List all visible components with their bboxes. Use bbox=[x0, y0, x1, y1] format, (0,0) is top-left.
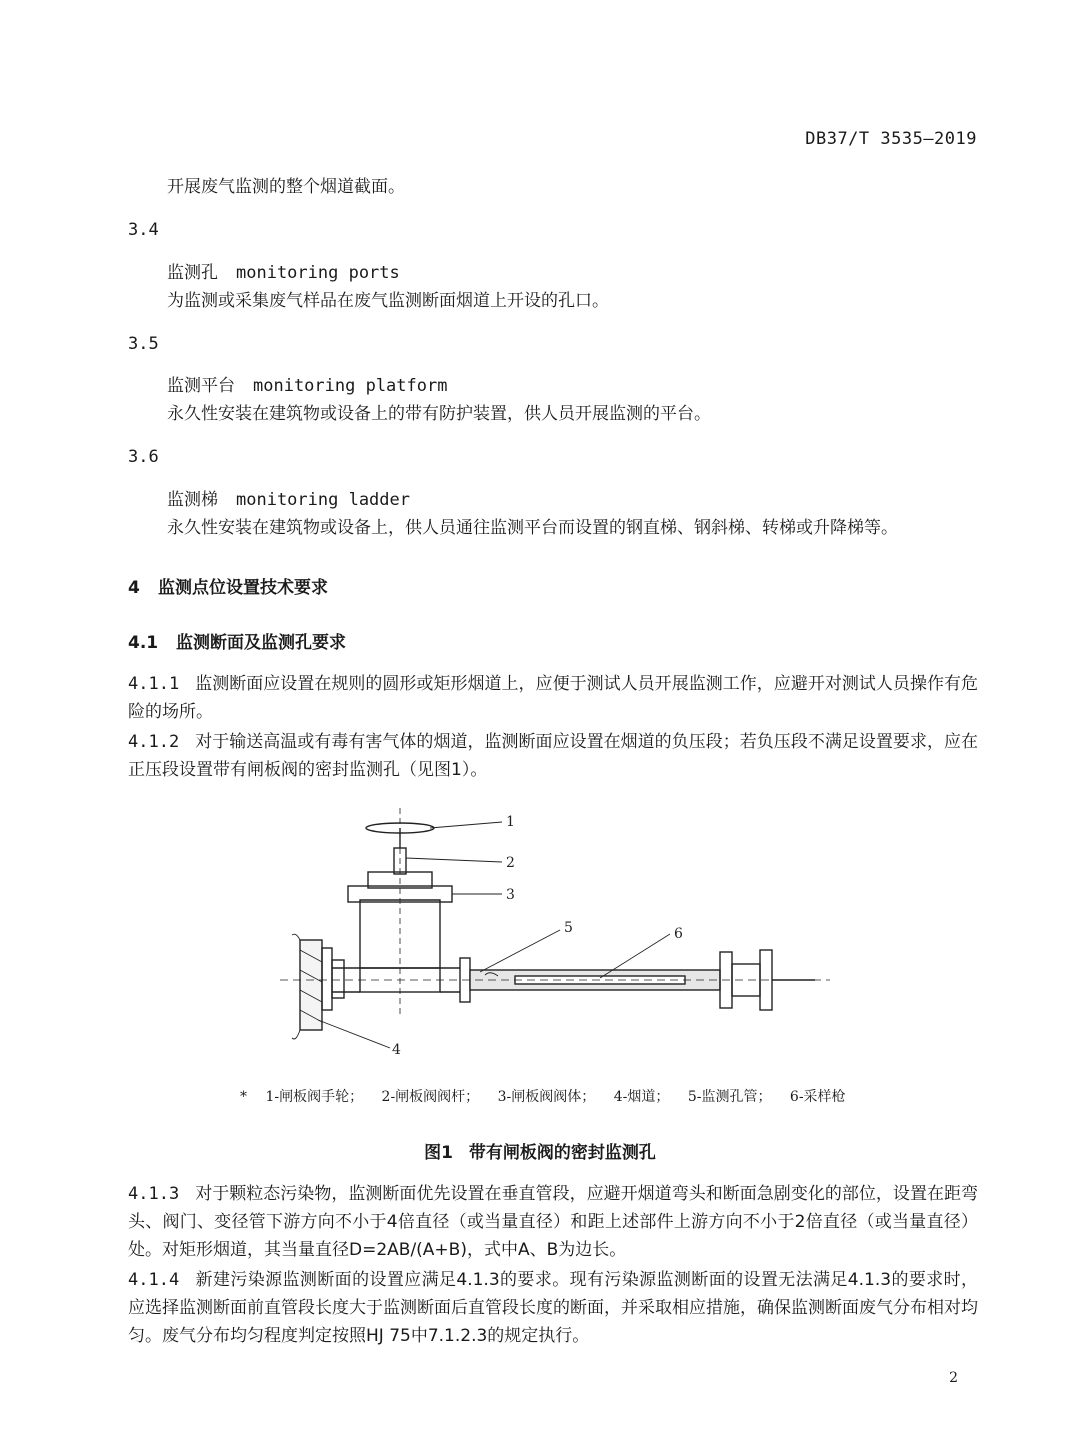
legend-item: 1-闸板阀手轮； bbox=[265, 1089, 364, 1105]
clause-4-1-1 bbox=[128, 670, 978, 726]
figure-caption bbox=[0, 1138, 1080, 1163]
clause-text: 新建污染源监测断面的设置应满足4.1.3的要求。现有污染源监测断面的设置无法满足4.1.3的要求时，应选择监测断面前直管段长度大于监测断面后直管段长度的断面，并采取相应措施，确保监测断面废气分布相对均匀。废气分布均匀程度判定按照HJ 75中7.1.2.3的规定执行。 bbox=[128, 1270, 978, 1346]
figure-title: 带有闸板阀的密封监测孔 bbox=[468, 1143, 656, 1163]
term-number: 3.6 bbox=[128, 447, 159, 467]
flue-wall bbox=[300, 940, 322, 1030]
legend-item: 4-烟道； bbox=[613, 1089, 670, 1105]
term-en: monitoring ladder bbox=[236, 490, 410, 510]
term-definition: 永久性安装在建筑物或设备上，供人员通往监测平台而设置的钢直梯、钢斜梯、转梯或升降梯等。 bbox=[167, 518, 898, 538]
section-number: 4 bbox=[128, 578, 140, 598]
callout-6: 6 bbox=[674, 926, 683, 942]
term-en: monitoring ports bbox=[236, 263, 400, 283]
legend-item: 3-闸板阀阀体； bbox=[497, 1089, 596, 1105]
term-title bbox=[167, 262, 400, 284]
legend-item: 2-闸板阀阀杆； bbox=[381, 1089, 480, 1105]
term-number: 3.4 bbox=[128, 220, 159, 240]
subsection-title: 监测断面及监测孔要求 bbox=[176, 633, 346, 653]
term-title bbox=[167, 375, 447, 397]
figure-legend bbox=[240, 1086, 860, 1106]
term-zh: 监测孔 bbox=[167, 263, 218, 283]
document-code: DB37/T 3535—2019 bbox=[805, 129, 977, 149]
clause-4-1-2 bbox=[128, 728, 978, 784]
clause-number: 4.1.1 bbox=[128, 674, 180, 694]
callout-5: 5 bbox=[564, 920, 573, 936]
section-heading bbox=[128, 573, 328, 598]
term-definition: 永久性安装在建筑物或设备上的带有防护装置，供人员开展监测的平台。 bbox=[167, 404, 711, 424]
subsection-number: 4.1 bbox=[128, 633, 159, 653]
clause-number: 4.1.3 bbox=[128, 1184, 180, 1204]
clause-number: 4.1.2 bbox=[128, 732, 180, 752]
intro-line: 开展废气监测的整个烟道截面。 bbox=[167, 177, 405, 197]
figure-number: 图1 bbox=[424, 1143, 453, 1163]
subsection-heading bbox=[128, 628, 346, 653]
term-en: monitoring platform bbox=[253, 376, 448, 396]
callout-3: 3 bbox=[506, 887, 515, 903]
clause-4-1-3 bbox=[128, 1180, 978, 1264]
gate-valve-monitoring-port-diagram bbox=[270, 800, 840, 1060]
term-number: 3.5 bbox=[128, 334, 159, 354]
clause-text: 对于输送高温或有毒有害气体的烟道，监测断面应设置在烟道的负压段；若负压段不满足设置要求，应在正压段设置带有闸板阀的密封监测孔（见图1）。 bbox=[128, 732, 978, 780]
left-flange bbox=[322, 948, 332, 1010]
term-zh: 监测梯 bbox=[167, 490, 218, 510]
clause-text: 监测断面应设置在规则的圆形或矩形烟道上，应便于测试人员开展监测工作，应避开对测试人员操作有危险的场所。 bbox=[128, 674, 978, 722]
legend-item: 6-采样枪 bbox=[789, 1089, 846, 1105]
section-title: 监测点位设置技术要求 bbox=[158, 578, 328, 598]
term-definition: 为监测或采集废气样品在废气监测断面烟道上开设的孔口。 bbox=[167, 291, 609, 311]
term-zh: 监测平台 bbox=[167, 376, 235, 396]
clause-4-1-4 bbox=[128, 1266, 978, 1350]
callout-1: 1 bbox=[506, 814, 515, 830]
callout-4: 4 bbox=[392, 1042, 401, 1058]
clause-text: 对于颗粒态污染物，监测断面优先设置在垂直管段，应避开烟道弯头和断面急剧变化的部位，设置在距弯头、阀门、变径管下游方向不小于4倍直径（或当量直径）和距上述部件上游方向不小于2倍直径（或当量直径）处。对矩形烟道，其当量直径D=2AB/(A+B)，式中A、B为边长。 bbox=[128, 1184, 978, 1260]
clause-number: 4.1.4 bbox=[128, 1270, 180, 1290]
legend-item: 5-监测孔管； bbox=[687, 1089, 772, 1105]
callout-2: 2 bbox=[506, 855, 515, 871]
page-number: 2 bbox=[949, 1370, 958, 1386]
legend-mark: * bbox=[240, 1089, 247, 1105]
term-title bbox=[167, 489, 410, 511]
